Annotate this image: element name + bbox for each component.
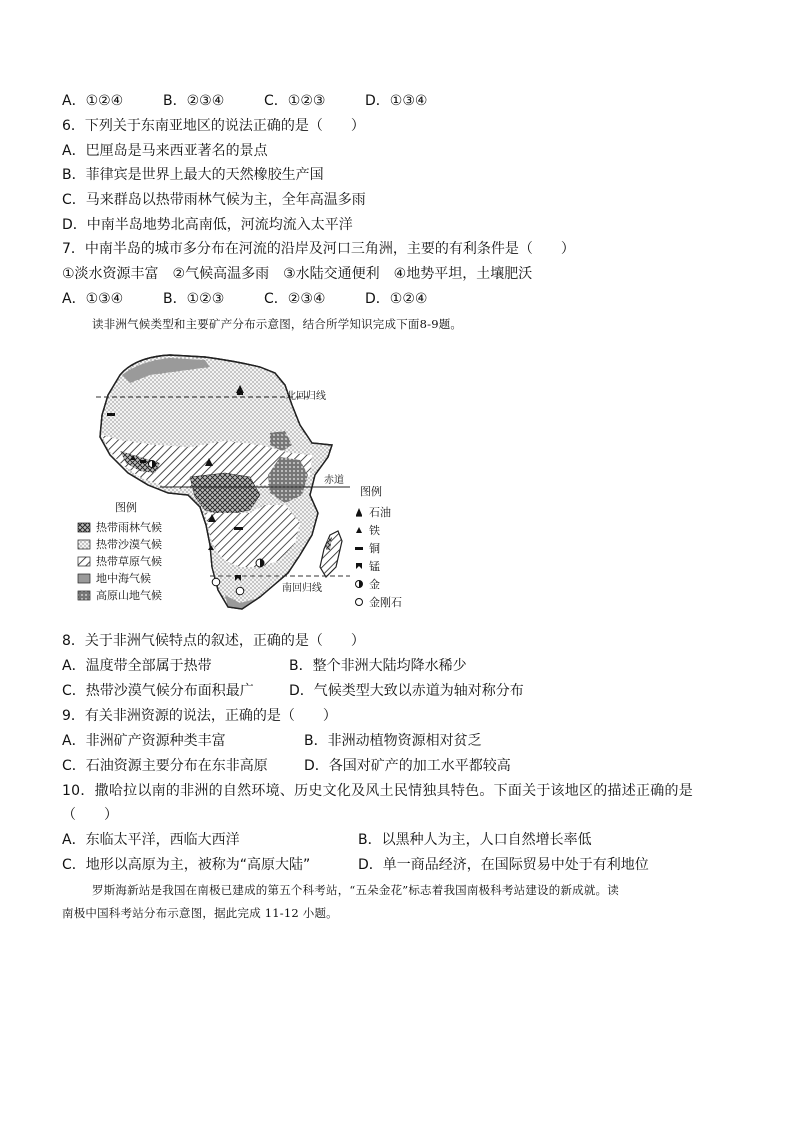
mineral-legend-title: 图例 — [360, 485, 382, 498]
q5-option-b: B．②③④ — [163, 93, 225, 109]
legend-desert: 热带沙漠气候 — [96, 538, 162, 551]
q9-stem: 9．有关非洲资源的说法，正确的是（ ） — [62, 708, 337, 724]
q6-option-d: D．中南半岛地势北高南低，河流均流入太平洋 — [62, 217, 353, 233]
legend-manganese: 锰 — [369, 560, 380, 573]
copper-icon — [355, 547, 363, 550]
q10-stem: 10．撒哈拉以南的非洲的自然环境、历史文化及风土民情独具特色。下面关于该地区的描述正确的是 — [62, 783, 694, 799]
africa-climate-mineral-map — [60, 345, 420, 625]
diamond-symbol-2 — [236, 587, 244, 595]
q9-option-b: B．非洲动植物资源相对贫乏 — [304, 733, 482, 749]
q6-option-b: B．菲律宾是世界上最大的天然橡胶生产国 — [62, 167, 324, 183]
legend-gold: 金 — [369, 578, 380, 591]
lead-11-12-line2: 南极中国科考站分布示意图，据此完成 11-12 小题。 — [62, 906, 338, 920]
q6-option-c: C．马来群岛以热带雨林气候为主，全年高温多雨 — [62, 192, 366, 208]
q7-option-b: B．①②③ — [163, 291, 225, 307]
legend-iron: 铁 — [369, 524, 380, 537]
q7-stem: 7．中南半岛的城市多分布在河流的沿岸及河口三角洲，主要的有利条件是（ ） — [62, 241, 575, 257]
legend-savanna: 热带草原气候 — [96, 555, 162, 568]
q7-option-d: D．①②④ — [365, 291, 428, 307]
q8-option-c: C．热带沙漠气候分布面积最广 — [62, 683, 254, 699]
manganese-icon — [356, 563, 362, 569]
q6-option-a: A．巴厘岛是马来西亚著名的景点 — [62, 143, 268, 159]
lead-8-9: 读非洲气候类型和主要矿产分布示意图，结合所学知识完成下面8-9题。 — [92, 317, 463, 331]
copper-symbol-zambia — [234, 527, 243, 530]
q7-conditions: ①淡水资源丰富 ②气候高温多雨 ③水陆交通便利 ④地势平坦，土壤肥沃 — [62, 266, 533, 282]
q10-option-d: D．单一商品经济，在国际贸易中处于有利地位 — [358, 857, 649, 873]
q10-stem-cont: （ ） — [62, 807, 118, 823]
copper-symbol-north — [107, 413, 115, 416]
q6-stem: 6．下列关于东南亚地区的说法正确的是（ ） — [62, 118, 365, 134]
gold-symbol-south — [256, 559, 264, 567]
q8-option-a: A．温度带全部属于热带 — [62, 658, 212, 674]
q8-stem: 8．关于非洲气候特点的叙述，正确的是（ ） — [62, 633, 365, 649]
iron-icon — [356, 527, 362, 533]
legend-rainforest: 热带雨林气候 — [96, 521, 162, 534]
legend-mediterranean: 地中海气候 — [96, 572, 151, 585]
diamond-icon — [356, 599, 363, 606]
q9-option-d: D．各国对矿产的加工水平都较高 — [304, 758, 511, 774]
q5-option-c: C．①②③ — [264, 93, 326, 109]
q8-option-b: B．整个非洲大陆均降水稀少 — [289, 658, 467, 674]
q5-option-a: A．①②④ — [62, 93, 124, 109]
q9-option-a: A．非洲矿产资源种类丰富 — [62, 733, 226, 749]
tropic-of-capricorn-label: 南回归线 — [282, 583, 322, 594]
q10-option-a: A．东临太平洋，西临大西洋 — [62, 832, 240, 848]
q10-option-c: C．地形以高原为主，被称为“高原大陆” — [62, 857, 311, 873]
gold-symbol-west — [149, 461, 156, 468]
diamond-symbol-1 — [212, 578, 220, 586]
lead-11-12-line1: 罗斯海新站是我国在南极已建成的第五个科考站，“五朵金花”标志着我国南极科考站建设的新成就。读 — [92, 883, 619, 897]
climate-legend-title: 图例 — [115, 501, 137, 514]
q7-option-a: A．①③④ — [62, 291, 124, 307]
oil-icon — [356, 508, 362, 515]
legend-highland: 高原山地气候 — [96, 589, 162, 602]
legend-diamond: 金刚石 — [369, 596, 402, 609]
q5-option-d: D．①③④ — [365, 93, 428, 109]
legend-copper: 铜 — [369, 542, 380, 555]
q8-option-d: D．气候类型大致以赤道为轴对称分布 — [289, 683, 524, 699]
copper-symbol-west — [140, 460, 146, 463]
tropic-of-cancer-label: 北回归线 — [286, 391, 326, 402]
equator-label: 赤道 — [324, 475, 344, 486]
q7-option-c: C．②③④ — [264, 291, 326, 307]
legend-oil: 石油 — [369, 506, 391, 519]
q10-option-b: B．以黑种人为主，人口自然增长率低 — [358, 832, 592, 848]
q9-option-c: C．石油资源主要分布在东非高原 — [62, 758, 268, 774]
mineral-legend — [355, 505, 402, 609]
climate-legend — [78, 520, 162, 602]
